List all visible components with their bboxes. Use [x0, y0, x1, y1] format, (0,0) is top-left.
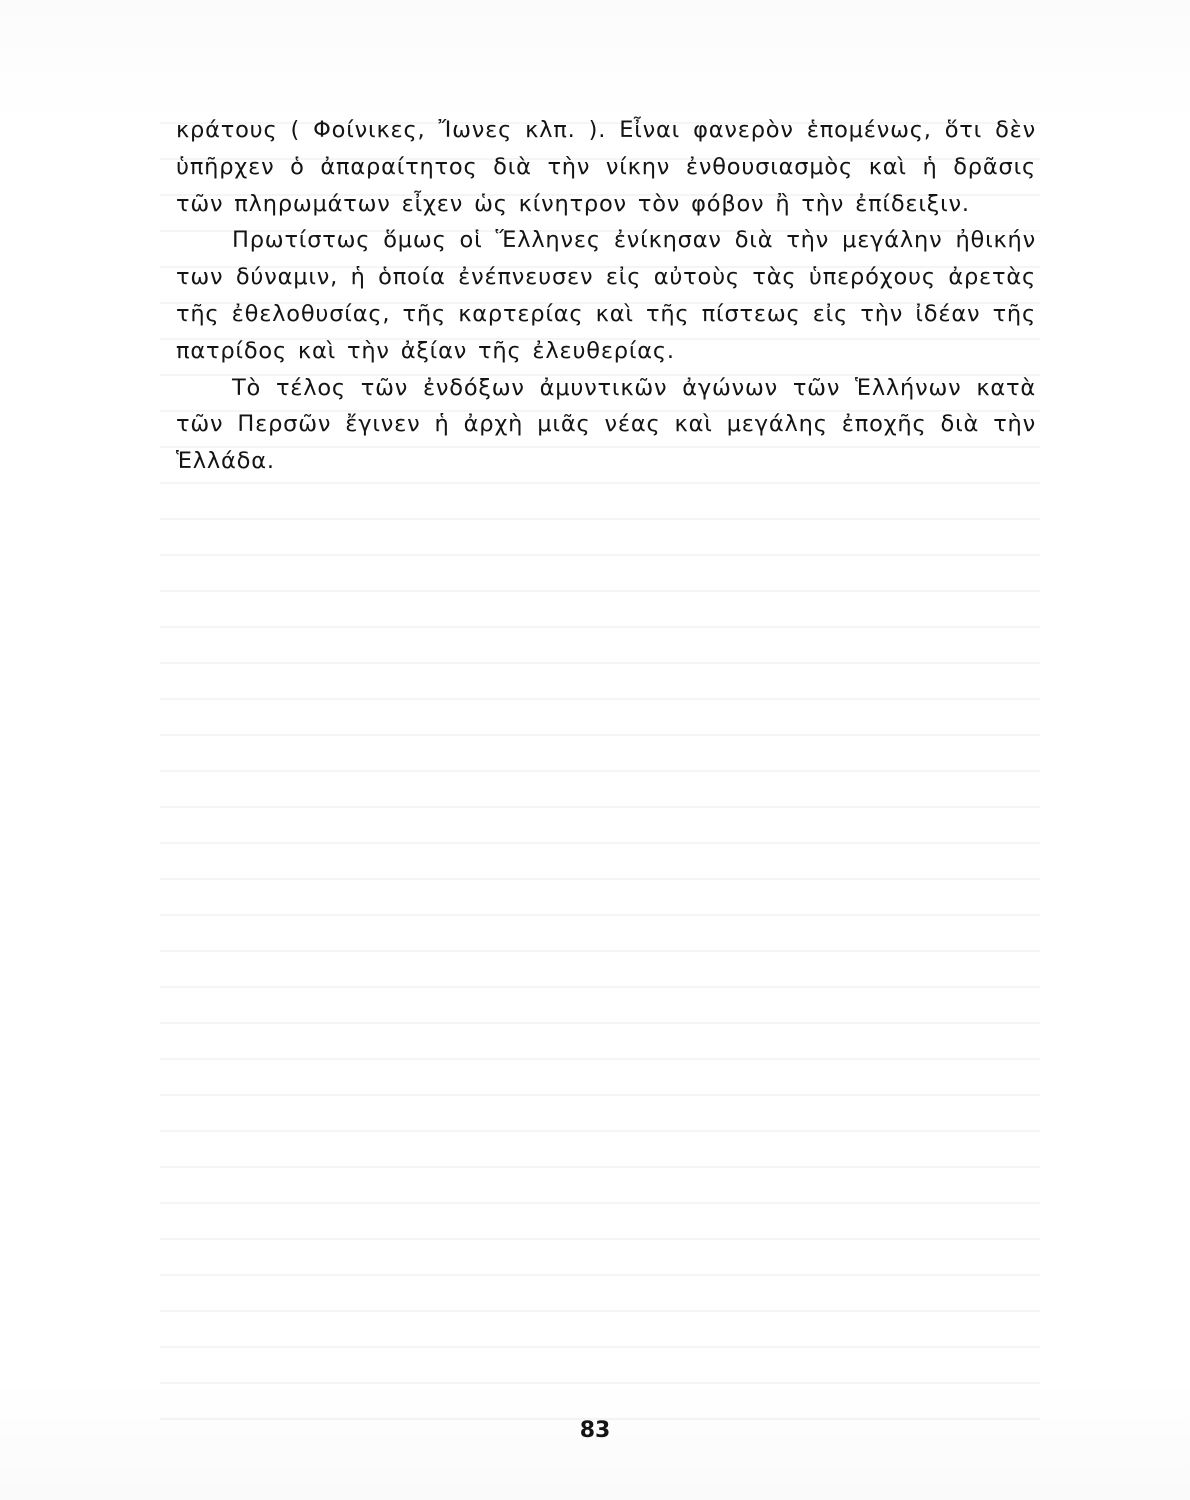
paragraph-1: κράτους ( Φοίνικες, Ἴωνες κλπ. ). Εἶναι φανερὸν ἑπομένως, ὅτι δὲν ὑπῆρχεν ὁ ἀπαραίτητος διὰ τὴν νίκην ἐνθουσιασμὸς καὶ ἡ δρᾶσις τῶν πληρωμάτων εἶχεν ὡς κίνητρον τὸν φόβον ἢ τὴν ἐπίδειξιν.	[176, 117, 1036, 217]
body-text	[176, 112, 1036, 480]
paragraph-2: Πρωτίστως ὅμως οἱ Ἕλληνες ἐνίκησαν διὰ τὴν μεγάλην ἠθικήν των δύναμιν, ἡ ὁποία ἐνέπνευσεν εἰς αὐτοὺς τὰς ὑπερόχους ἀρετὰς τῆς ἐθελοθυσίας, τῆς καρτερίας καὶ τῆς πίστεως εἰς τὴν ἰδέαν τῆς πατρίδος καὶ τὴν ἀξίαν τῆς ἐλευθερίας.	[176, 227, 1036, 364]
paragraph-3: Τὸ τέλος τῶν ἐνδόξων ἀμυντικῶν ἀγώνων τῶν Ἑλλήνων κατὰ τῶν Περσῶν ἔγινεν ἡ ἀρχὴ μιᾶς νέας καὶ μεγάλης ἐποχῆς διὰ τὴν Ἑλλάδα.	[176, 374, 1036, 475]
page-number: 83	[579, 1418, 611, 1443]
